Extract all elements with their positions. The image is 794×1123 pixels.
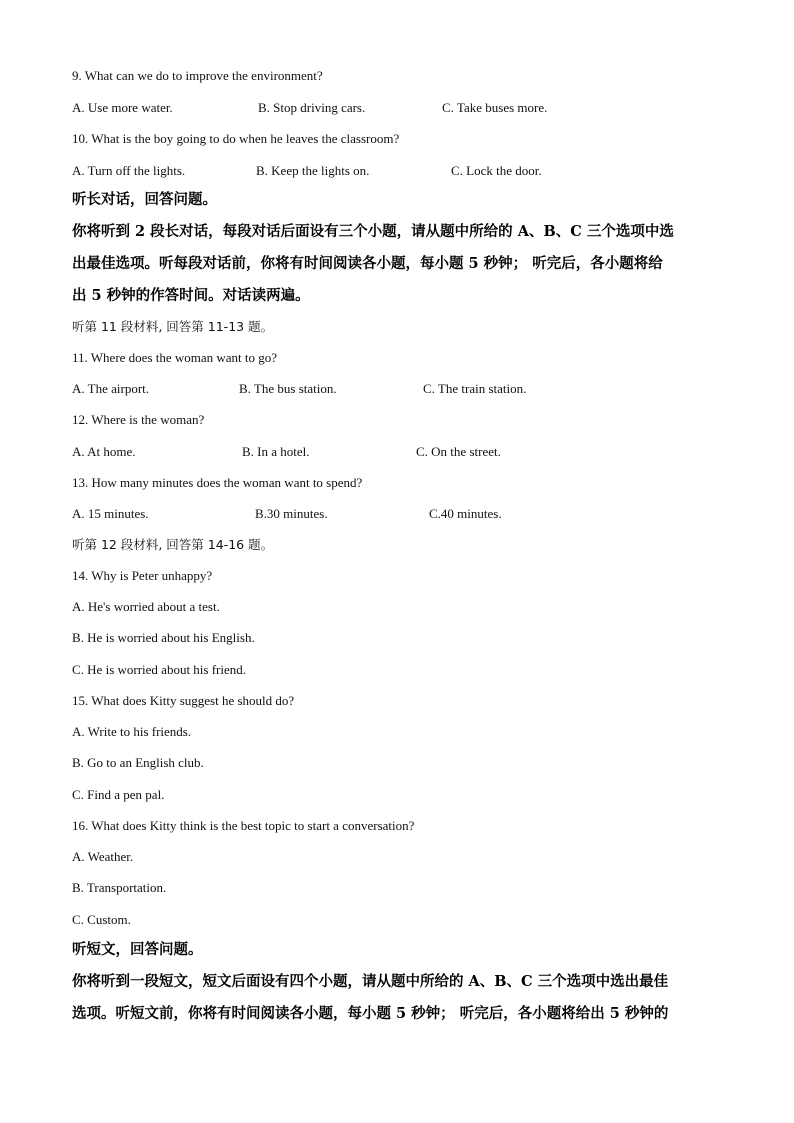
question-16: 16. What does Kitty think is the best topic to start a conversation?: [72, 818, 415, 833]
question-13: 13. How many minutes does the woman want to spend?: [72, 475, 363, 490]
q9-option-c: C. Take buses more.: [442, 100, 548, 115]
q13-option-c: C.40 minutes.: [429, 506, 502, 521]
question-9: 9. What can we do to improve the environment?: [72, 68, 323, 83]
question-14: 14. Why is Peter unhappy?: [72, 568, 213, 583]
q10-option-c: C. Lock the door.: [451, 163, 542, 178]
material-12-heading: 听第 12 段材料, 回答第 14-16 题。: [72, 537, 274, 552]
q14-option-c: C. He is worried about his friend.: [72, 662, 247, 677]
q12-option-a: A. At home.: [72, 444, 136, 459]
q11-option-b: B. The bus station.: [239, 381, 337, 396]
section-heading-long-dialog: 听长对话，回答问题。: [72, 191, 217, 208]
question-10: 10. What is the boy going to do when he leaves the classroom?: [72, 131, 400, 146]
instruction-line-3: 出 5 秒钟的作答时间。对话读两遍。: [72, 287, 310, 304]
q15-option-a: A. Write to his friends.: [72, 724, 192, 739]
q16-option-c: C. Custom.: [72, 912, 131, 927]
short-instruction-line-2: 选项。听短文前，你将有时间阅读各小题，每小题 5 秒钟； 听完后，各小题将给出 5 秒钟的: [72, 1005, 669, 1022]
q13-option-a: A. 15 minutes.: [72, 506, 149, 521]
question-12: 12. Where is the woman?: [72, 412, 205, 427]
material-11-heading: 听第 11 段材料, 回答第 11-13 题。: [72, 319, 274, 334]
q11-option-a: A. The airport.: [72, 381, 150, 396]
q12-option-c: C. On the street.: [416, 444, 501, 459]
q16-option-a: A. Weather.: [72, 849, 134, 864]
q13-option-b: B.30 minutes.: [255, 506, 328, 521]
q9-option-a: A. Use more water.: [72, 100, 173, 115]
q11-option-c: C. The train station.: [423, 381, 527, 396]
instruction-line-2: 出最佳选项。听每段对话前，你将有时间阅读各小题，每小题 5 秒钟； 听完后，各小题将给: [72, 255, 663, 272]
q14-option-b: B. He is worried about his English.: [72, 630, 255, 645]
q14-option-a: A. He's worried about a test.: [72, 599, 220, 614]
q9-option-b: B. Stop driving cars.: [258, 100, 366, 115]
short-instruction-line-1: 你将听到一段短文，短文后面设有四个小题，请从题中所给的 A、B、C 三个选项中选出最佳: [72, 973, 669, 990]
q15-option-c: C. Find a pen pal.: [72, 787, 165, 802]
question-11: 11. Where does the woman want to go?: [72, 350, 278, 365]
q10-option-b: B. Keep the lights on.: [256, 163, 370, 178]
q15-option-b: B. Go to an English club.: [72, 755, 204, 770]
section-heading-short-passage: 听短文，回答问题。: [72, 941, 203, 958]
q10-option-a: A. Turn off the lights.: [72, 163, 186, 178]
q16-option-b: B. Transportation.: [72, 880, 167, 895]
instruction-line-1: 你将听到 2 段长对话，每段对话后面设有三个小题，请从题中所给的 A、B、C 三个选项中选: [72, 223, 674, 240]
question-15: 15. What does Kitty suggest he should do?: [72, 693, 295, 708]
q12-option-b: B. In a hotel.: [242, 444, 310, 459]
